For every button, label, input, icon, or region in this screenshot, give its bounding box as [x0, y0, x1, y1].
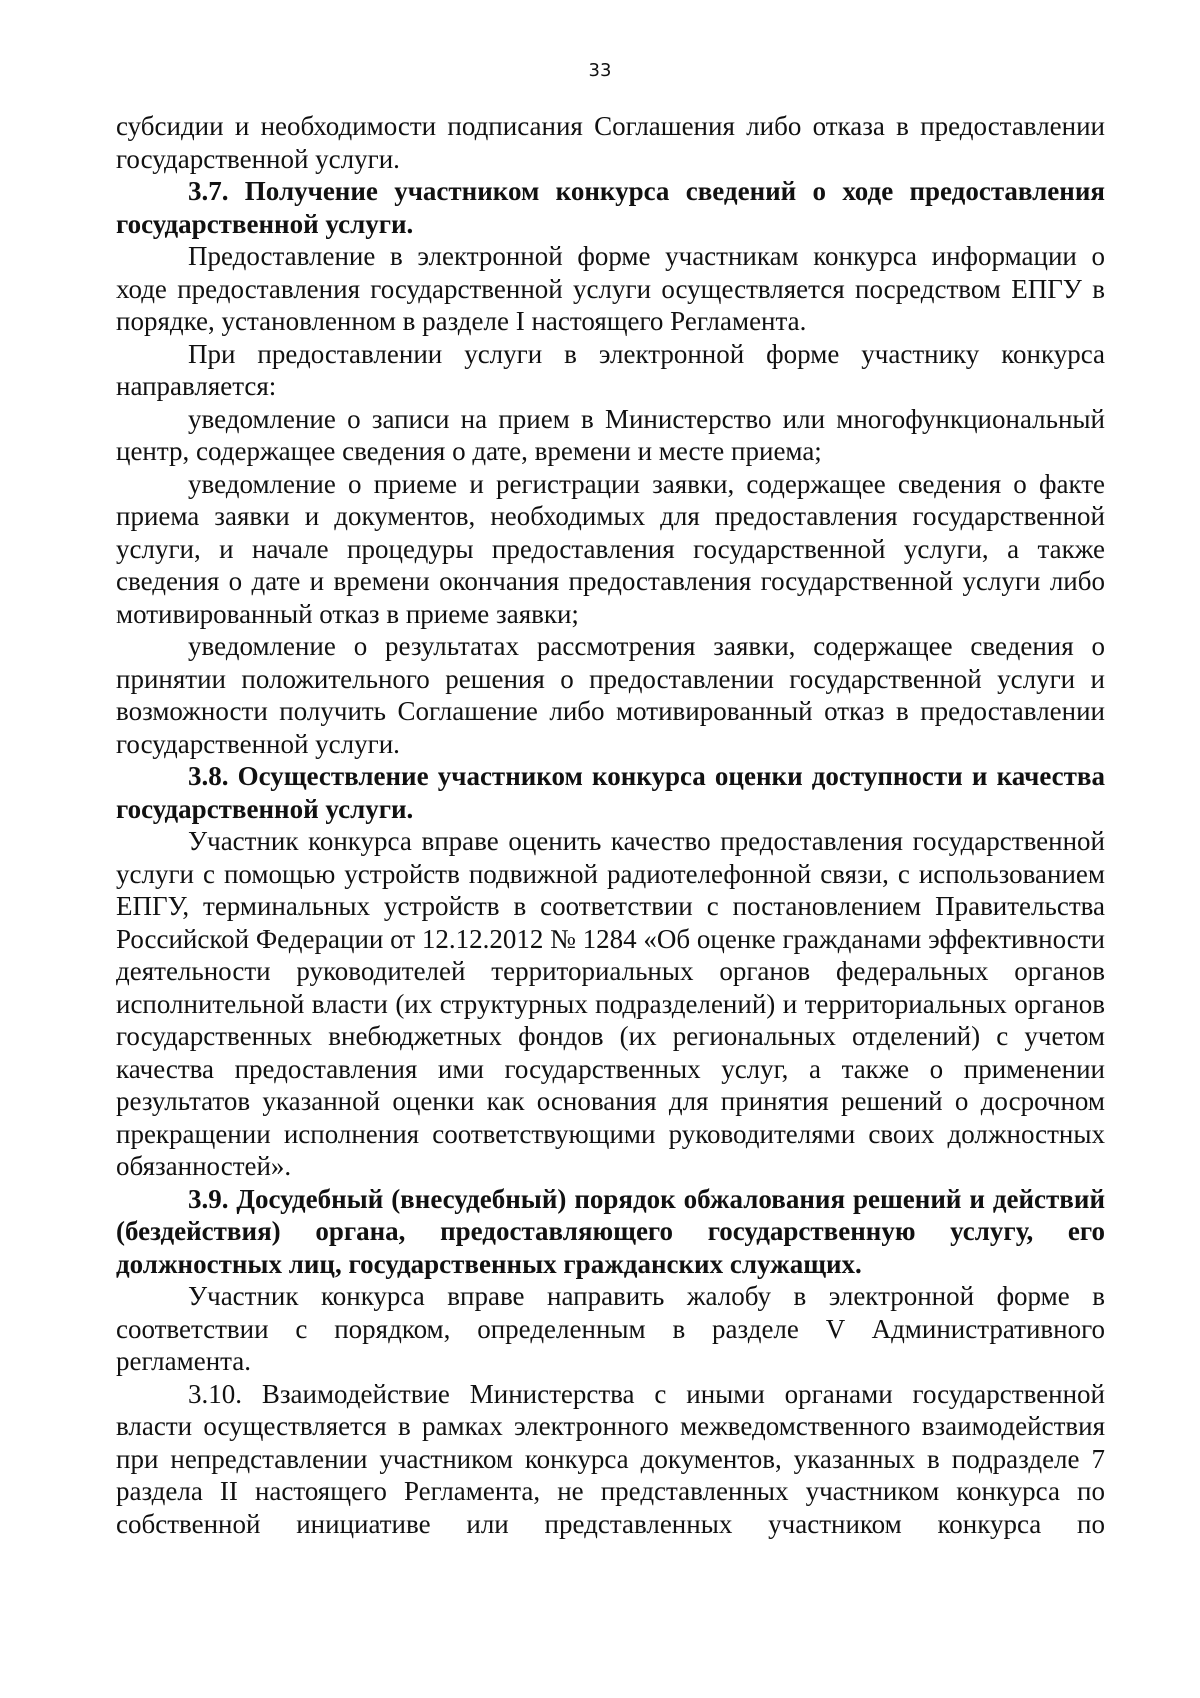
paragraph: Участник конкурса вправе оценить качество предоставления государственной услуги с помощью устройств подвижной радиотелефонной связи, с использованием ЕПГУ, терминальных устройств в соответствии с постановлением Правительства Российской Федерации от 12.12.2012 № 1284 «Об оценке гражданами эффективности деятельности руководителей территориальных органов федеральных органов исполнительной власти (их структурных подразделений) и территориальных органов государственных внебюджетных фондов (их региональных отделений) с учетом качества предоставления ими государственных услуг, а также о применении результатов указанной оценки как основания для принятия решений о досрочном прекращении исполнения соответствующими руководителями своих должностных обязанностей».: [116, 826, 1105, 1181]
document-body: [116, 110, 1105, 1540]
paragraph: При предоставлении услуги в электронной форме участнику конкурса направляется:: [116, 338, 1105, 401]
paragraph-3-10: 3.10. Взаимодействие Министерства с иными органами государственной власти осуществляется в рамках электронного межведомственного взаимодействия при непредставлении участником конкурса документов, указанных в подразделе 7 раздела II настоящего Регламента, не представленных участником конкурса по собственной инициативе или представленных участником конкурса по: [116, 1378, 1105, 1539]
paragraph: уведомление о приеме и регистрации заявки, содержащее сведения о факте приема заявки и документов, необходимых для предоставления государственной услуги, и начале процедуры предоставления государственной услуги, а также сведения о дате и времени окончания предоставления государственной услуги либо мотивированный отказ в приеме заявки;: [116, 468, 1105, 629]
page-number: 33: [588, 60, 612, 81]
paragraph: Предоставление в электронной форме участникам конкурса информации о ходе предоставления государственной услуги осуществляется посредством ЕПГУ в порядке, установленном в разделе I настоящего Регламента.: [116, 241, 1105, 336]
section-heading-3-7: 3.7. Получение участником конкурса сведений о ходе предоставления государственной услуги.: [116, 176, 1105, 239]
section-heading-3-8: 3.8. Осуществление участником конкурса оценки доступности и качества государственной услуги.: [116, 761, 1105, 824]
section-heading-3-9: 3.9. Досудебный (внесудебный) порядок обжалования решений и действий (бездействия) органа, предоставляющего государственную услугу, его должностных лиц, государственных гражданских служащих.: [116, 1183, 1105, 1279]
paragraph: Участник конкурса вправе направить жалобу в электронной форме в соответствии с порядком, определенным в разделе V Административного регламента.: [116, 1281, 1105, 1376]
paragraph: уведомление о записи на прием в Министерство или многофункциональный центр, содержащее сведения о дате, времени и месте приема;: [116, 403, 1105, 466]
paragraph: уведомление о результатах рассмотрения заявки, содержащее сведения о принятии положительного решения о предоставлении государственной услуги и возможности получить Соглашение либо мотивированный отказ в предоставлении государственной услуги.: [116, 631, 1105, 759]
paragraph-continuation: субсидии и необходимости подписания Соглашения либо отказа в предоставлении государственной услуги.: [116, 111, 1105, 174]
